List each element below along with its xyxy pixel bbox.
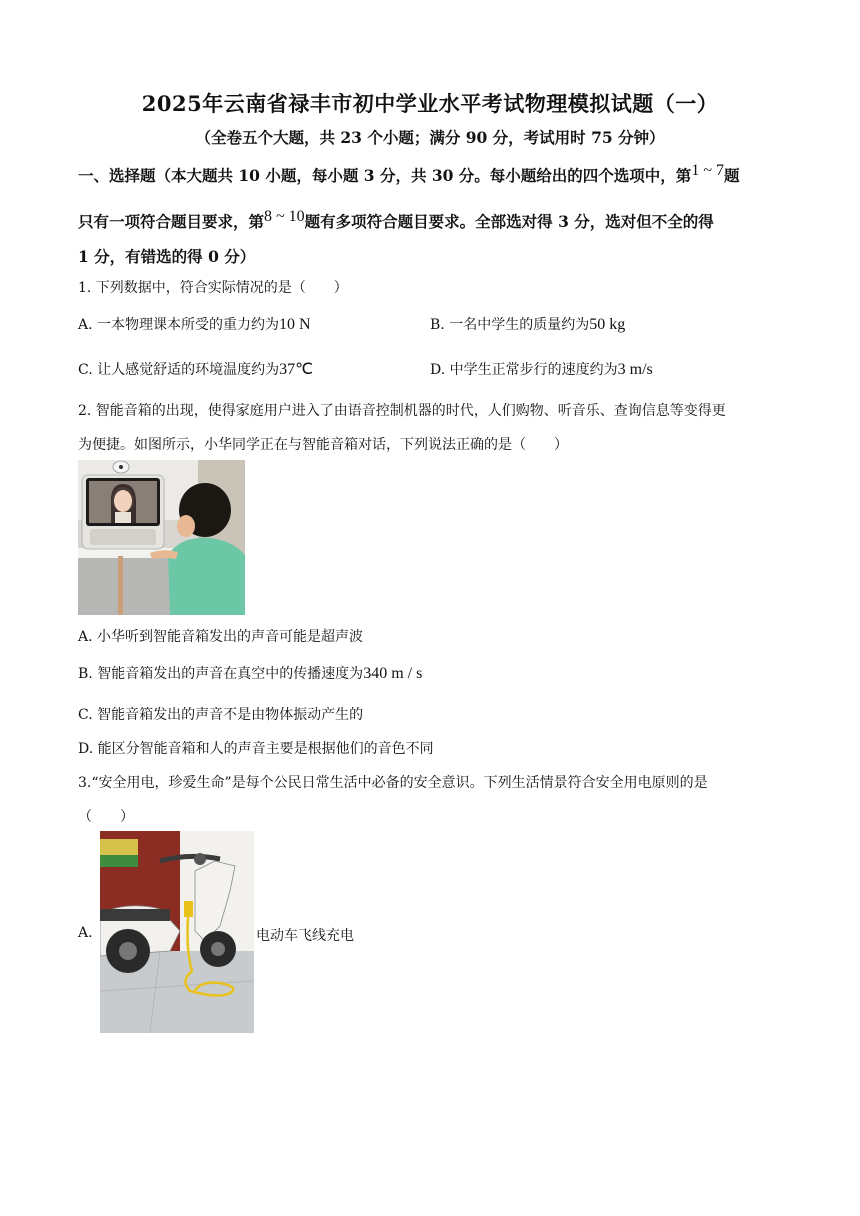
option-value: 37℃: [279, 361, 314, 378]
section-heading-line2: [78, 210, 714, 232]
section-heading-line3: 1 分，有错选的得 0 分）: [78, 247, 256, 266]
section-text: 一、选择题（本大题共 10 小题，每小题 3 分，共 30 分。每小题给出的四个选项中，第: [78, 166, 692, 185]
question-2-stem-line2: 为便捷。如图所示，小华同学正在与智能音箱对话，下列说法正确的是（ ）: [78, 437, 568, 453]
question-3-stem-line1: 3.“安全用电，珍爱生命”是每个公民日常生活中必备的安全意识。下列生活情景符合安全用电原则的是: [78, 775, 708, 791]
q3-option-a-caption: 电动车飞线充电: [256, 928, 354, 944]
q2-option-a: A. 小华听到智能音箱发出的声音可能是超声波: [78, 629, 364, 645]
q1-option-c: [78, 359, 313, 379]
section-text: 题有多项符合题目要求。全部选对得 3 分，选对但不全的得: [304, 212, 714, 231]
option-value: 3 m/s: [617, 361, 653, 378]
question-range: 8 ~ 10: [264, 208, 305, 225]
option-value: 10 N: [279, 316, 311, 333]
q1-option-d: [430, 359, 653, 379]
option-value: 50 kg: [589, 316, 626, 333]
smart-speaker-photo: [78, 460, 245, 615]
q3-option-a-label: A.: [78, 925, 93, 941]
question-2-stem-line1: 2. 智能音箱的出现，使得家庭用户进入了由语音控制机器的时代，人们购物、听音乐、查询信息等变得更: [78, 403, 726, 419]
q2-option-c: C. 智能音箱发出的声音不是由物体振动产生的: [78, 707, 364, 723]
page-title: 2025年云南省禄丰市初中学业水平考试物理模拟试题（一）: [141, 91, 719, 116]
option-text: B. 智能音箱发出的声音在真空中的传播速度为: [78, 666, 364, 682]
question-range: 1 ~ 7: [691, 162, 724, 179]
ebike-charging-photo: [100, 831, 254, 1033]
page-subtitle: （全卷五个大题，共 23 个小题；满分 90 分，考试用时 75 分钟）: [195, 128, 665, 147]
section-text: 只有一项符合题目要求，第: [78, 212, 265, 231]
q2-option-b: [78, 663, 422, 683]
option-text: C. 让人感觉舒适的环境温度约为: [78, 362, 280, 378]
section-heading-line1: [78, 164, 739, 186]
section-text: 题: [723, 166, 740, 185]
question-1-stem: 1. 下列数据中，符合实际情况的是（ ）: [78, 280, 348, 296]
option-text: B. 一名中学生的质量约为: [430, 317, 590, 333]
question-3-stem-line2: （ ）: [78, 809, 134, 825]
option-value: 340 m / s: [363, 665, 423, 682]
q2-option-d: D. 能区分智能音箱和人的声音主要是根据他们的音色不同: [78, 741, 434, 757]
q1-option-b: [430, 314, 625, 334]
option-text: D. 中学生正常步行的速度约为: [430, 362, 618, 378]
q1-option-a: [78, 314, 311, 334]
option-text: A. 一本物理课本所受的重力约为: [78, 317, 280, 333]
